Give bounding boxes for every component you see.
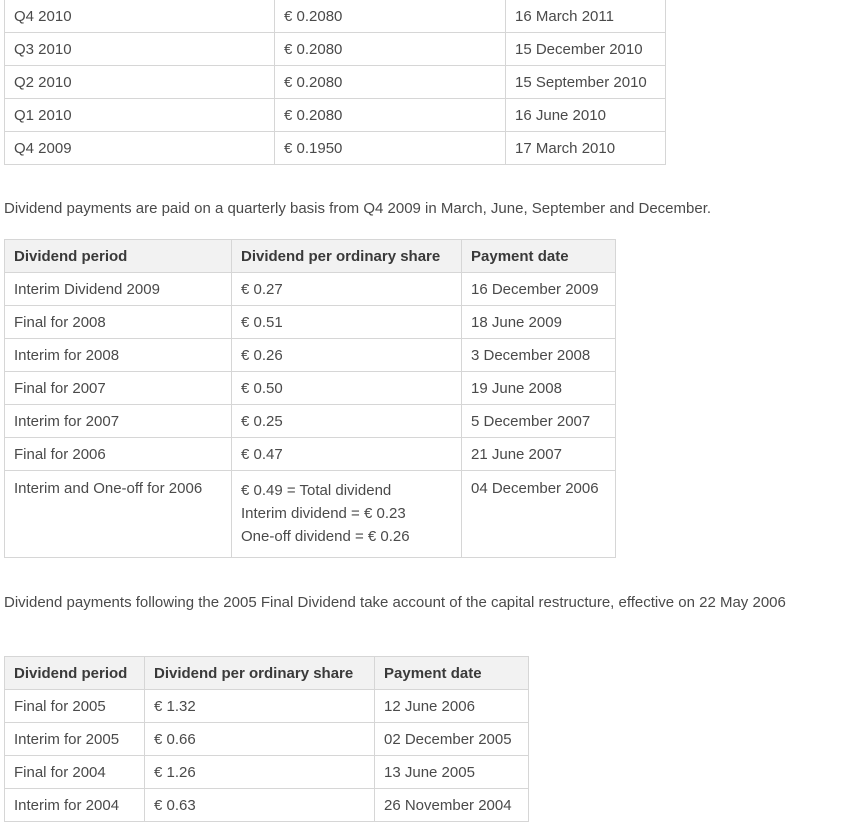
date-cell: 16 June 2010 <box>506 99 666 132</box>
dividend-table-2004-2005 <box>4 656 529 822</box>
date-cell: 02 December 2005 <box>375 723 529 756</box>
amount-cell: € 1.32 <box>145 690 375 723</box>
table-row <box>5 723 529 756</box>
date-cell: 21 June 2007 <box>462 438 616 471</box>
table-row <box>5 99 666 132</box>
column-header-period: Dividend period <box>5 240 232 273</box>
table-row <box>5 306 616 339</box>
table-row <box>5 690 529 723</box>
table-row <box>5 789 529 822</box>
quarterly-basis-note: Dividend payments are paid on a quarterly basis from Q4 2009 in March, June, September and December. <box>4 200 712 217</box>
amount-cell: € 0.66 <box>145 723 375 756</box>
date-cell: 16 March 2011 <box>506 0 666 33</box>
period-cell: Final for 2006 <box>5 438 232 471</box>
amount-cell: € 0.27 <box>232 273 462 306</box>
date-cell: 17 March 2010 <box>506 132 666 165</box>
period-cell: Q2 2010 <box>5 66 275 99</box>
table-row <box>5 756 529 789</box>
column-header-amount: Dividend per ordinary share <box>145 657 375 690</box>
amount-cell: € 1.26 <box>145 756 375 789</box>
period-cell: Final for 2007 <box>5 372 232 405</box>
total-dividend-line: € 0.49 = Total dividend <box>241 482 392 499</box>
table-row <box>5 66 666 99</box>
amount-cell: € 0.2080 <box>275 66 506 99</box>
date-cell: 18 June 2009 <box>462 306 616 339</box>
date-cell: 13 June 2005 <box>375 756 529 789</box>
table-row <box>5 132 666 165</box>
date-cell: 19 June 2008 <box>462 372 616 405</box>
amount-cell: € 0.1950 <box>275 132 506 165</box>
amount-cell: € 0.51 <box>232 306 462 339</box>
date-cell: 16 December 2009 <box>462 273 616 306</box>
period-cell: Final for 2008 <box>5 306 232 339</box>
table-row <box>5 471 616 558</box>
table-row <box>5 438 616 471</box>
column-header-date: Payment date <box>462 240 616 273</box>
period-cell: Interim for 2004 <box>5 789 145 822</box>
table-row <box>5 0 666 33</box>
interim-dividend-line: Interim dividend = € 0.23 <box>241 505 406 522</box>
period-cell: Q4 2010 <box>5 0 275 33</box>
period-cell: Q1 2010 <box>5 99 275 132</box>
capital-restructure-note: Dividend payments following the 2005 Final Dividend take account of the capital restructure, effective on 22 May 2006 <box>4 594 786 611</box>
one-off-dividend-line: One-off dividend = € 0.26 <box>241 528 410 545</box>
amount-cell: € 0.26 <box>232 339 462 372</box>
period-cell: Interim for 2008 <box>5 339 232 372</box>
period-cell: Final for 2005 <box>5 690 145 723</box>
table-header-row <box>5 657 529 690</box>
table-row <box>5 405 616 438</box>
date-cell: 3 December 2008 <box>462 339 616 372</box>
table-row <box>5 339 616 372</box>
column-header-amount: Dividend per ordinary share <box>232 240 462 273</box>
table-row <box>5 372 616 405</box>
date-cell: 04 December 2006 <box>462 471 616 558</box>
period-cell: Interim for 2005 <box>5 723 145 756</box>
period-cell: Q4 2009 <box>5 132 275 165</box>
table-row <box>5 33 666 66</box>
column-header-date: Payment date <box>375 657 529 690</box>
date-cell: 15 September 2010 <box>506 66 666 99</box>
date-cell: 12 June 2006 <box>375 690 529 723</box>
dividend-table-2006-2009 <box>4 239 616 558</box>
table-row <box>5 273 616 306</box>
amount-cell: € 0.25 <box>232 405 462 438</box>
period-cell: Final for 2004 <box>5 756 145 789</box>
amount-cell: € 0.2080 <box>275 0 506 33</box>
amount-cell: € 0.2080 <box>275 33 506 66</box>
period-cell: Interim and One-off for 2006 <box>5 471 232 558</box>
period-cell: Interim for 2007 <box>5 405 232 438</box>
quarterly-dividend-table <box>4 0 666 165</box>
period-cell: Q3 2010 <box>5 33 275 66</box>
date-cell: 15 December 2010 <box>506 33 666 66</box>
date-cell: 5 December 2007 <box>462 405 616 438</box>
column-header-period: Dividend period <box>5 657 145 690</box>
amount-cell: € 0.50 <box>232 372 462 405</box>
amount-cell: € 0.2080 <box>275 99 506 132</box>
amount-cell: € 0.63 <box>145 789 375 822</box>
amount-cell: € 0.47 <box>232 438 462 471</box>
amount-breakdown-cell <box>232 471 462 558</box>
period-cell: Interim Dividend 2009 <box>5 273 232 306</box>
date-cell: 26 November 2004 <box>375 789 529 822</box>
table-header-row <box>5 240 616 273</box>
